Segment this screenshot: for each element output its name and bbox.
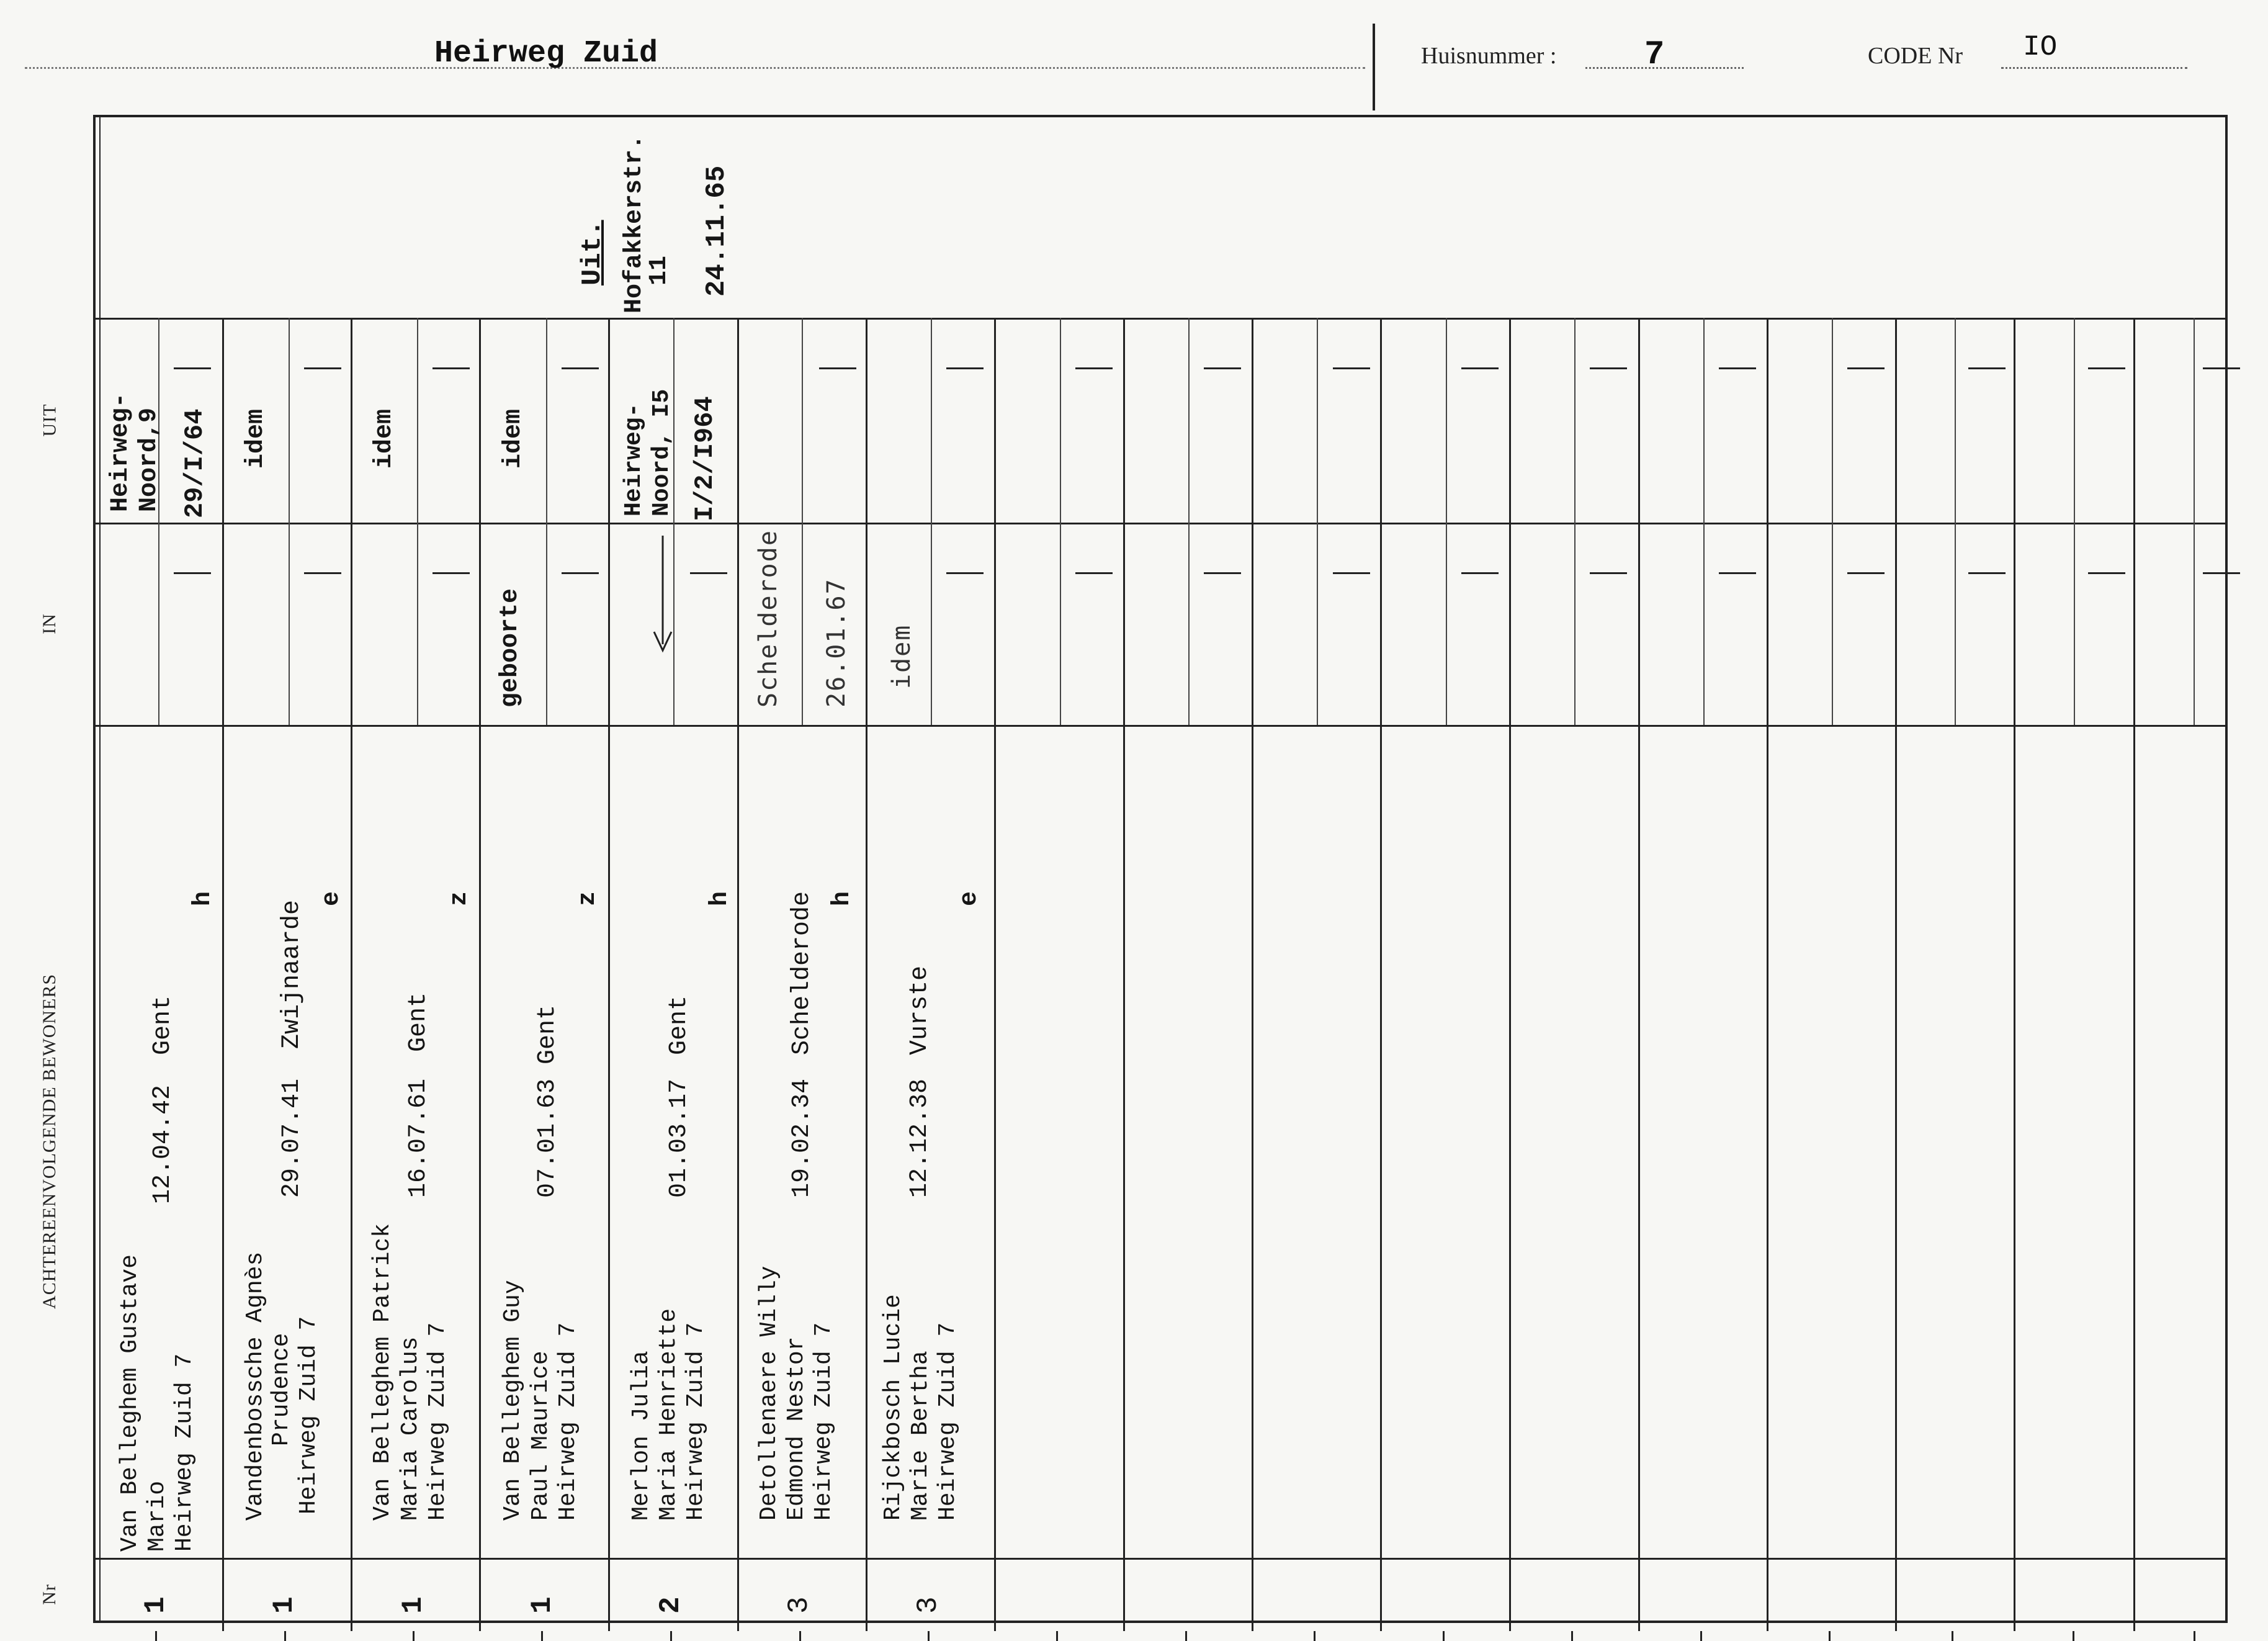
resident-name: Van Belleghem Gustave xyxy=(117,1254,143,1552)
street-name: Heirweg Zuid xyxy=(434,36,658,71)
bottom-tick xyxy=(541,1631,543,1641)
cell-dash xyxy=(946,572,984,574)
sub-line-16 xyxy=(2074,318,2075,725)
uit-3: idem xyxy=(370,408,398,469)
resident-birth-place: Gent xyxy=(534,1004,562,1064)
form-header xyxy=(0,0,2268,115)
bottom-tick xyxy=(1056,1631,1058,1641)
uit-2: idem xyxy=(242,408,270,469)
resident-birth-date: 01.03.17 xyxy=(665,1078,693,1198)
top-note-date: 24.11.65 xyxy=(701,165,732,297)
bottom-tick xyxy=(1443,1631,1445,1641)
cell-dash xyxy=(1719,572,1756,574)
resident-address: Heirweg Zuid 7 xyxy=(683,1322,709,1521)
row-label-nr: Nr xyxy=(39,1584,60,1605)
sub-line-7 xyxy=(931,318,932,725)
resident-status: e xyxy=(956,891,984,906)
cell-dash xyxy=(562,367,599,369)
resident-status: h xyxy=(828,891,856,906)
resident-nr: 3 xyxy=(912,1596,944,1614)
resident-birth-date: 12.12.38 xyxy=(906,1078,934,1198)
street-underline xyxy=(25,67,1365,69)
cell-dash xyxy=(1590,572,1627,574)
code-label: CODE Nr xyxy=(1868,43,1963,69)
resident-name: Van Belleghem Patrick xyxy=(369,1223,396,1521)
cell-dash xyxy=(1847,572,1885,574)
cell-dash xyxy=(1968,572,2006,574)
resident-birth-date: 07.01.63 xyxy=(534,1078,562,1198)
resident-birth-place: Gent xyxy=(405,992,433,1052)
in-4-geboorte: geboorte xyxy=(496,588,524,708)
bottom-tick xyxy=(1700,1631,1702,1641)
code-value: IO xyxy=(2023,31,2058,63)
resident-status: h xyxy=(189,891,217,906)
resident-address: Heirweg Zuid 7 xyxy=(810,1322,837,1521)
uit-1-line1: Heirweg- xyxy=(107,392,135,512)
col-line-2 xyxy=(351,318,352,1631)
col-line-5 xyxy=(737,318,739,1631)
resident-birth-place: Schelderode xyxy=(788,891,816,1055)
frame-inner-left xyxy=(99,115,101,1623)
header-separator xyxy=(1373,24,1375,110)
bottom-tick xyxy=(2073,1631,2074,1641)
in-6-place: Schelderode xyxy=(754,529,782,708)
col-line-3 xyxy=(479,318,481,1631)
resident-name: Rijckbosch Lucie xyxy=(880,1294,907,1521)
sub-line-2 xyxy=(289,318,290,725)
resident-birth-date: 29.07.41 xyxy=(278,1078,306,1198)
resident-given-names: Marie Bertha xyxy=(907,1351,934,1521)
uit-1-line2: Noord,9 xyxy=(135,407,163,512)
col-line-8 xyxy=(1123,318,1125,1631)
row-label-bewoners: ACHTEREENVOLGENDE BEWONERS xyxy=(39,973,60,1310)
uit-5-line2: Noord, I5 xyxy=(648,389,675,516)
cell-dash xyxy=(1075,367,1113,369)
in-6-date: 26.01.67 xyxy=(822,578,851,708)
sub-line-10 xyxy=(1317,318,1318,725)
cell-dash xyxy=(1075,572,1113,574)
resident-nr: 2 xyxy=(655,1596,687,1614)
cell-dash xyxy=(1461,367,1499,369)
sub-line-11 xyxy=(1446,318,1447,725)
cell-dash xyxy=(304,572,341,574)
sub-line-6 xyxy=(802,318,803,725)
bottom-tick xyxy=(413,1631,415,1641)
resident-name: Detollenaere Willy xyxy=(756,1266,782,1521)
resident-address: Heirweg Zuid 7 xyxy=(171,1353,198,1552)
top-note-title: Uit. xyxy=(577,220,608,285)
resident-birth-place: Gent xyxy=(149,995,177,1055)
cell-dash xyxy=(304,367,341,369)
huisnummer-label: Huisnummer : xyxy=(1421,43,1557,69)
sub-line-9 xyxy=(1188,318,1190,725)
uit-4: idem xyxy=(500,408,527,469)
resident-given-names: Paul Maurice xyxy=(527,1351,554,1521)
cell-dash xyxy=(1204,367,1241,369)
row-label-uit: UIT xyxy=(38,403,60,437)
sub-line-5 xyxy=(673,318,675,725)
resident-address: Heirweg Zuid 7 xyxy=(935,1322,961,1521)
resident-status: z xyxy=(446,891,473,906)
cell-dash xyxy=(2088,367,2125,369)
band-sep-top-uit xyxy=(93,318,2228,320)
col-line-12 xyxy=(1638,318,1640,1631)
sub-line-13 xyxy=(1703,318,1705,725)
band-sep-uit-in xyxy=(93,523,2228,524)
col-line-6 xyxy=(866,318,867,1631)
cell-dash xyxy=(2203,572,2240,574)
bottom-tick xyxy=(1314,1631,1316,1641)
resident-status: h xyxy=(706,891,734,906)
top-note-street: Hofakkerstr. xyxy=(621,134,648,313)
bottom-tick xyxy=(928,1631,930,1641)
col-line-16 xyxy=(2133,318,2135,1631)
cell-dash xyxy=(562,572,599,574)
resident-birth-place: Gent xyxy=(665,995,693,1055)
resident-status: e xyxy=(318,891,346,906)
sub-line-1 xyxy=(158,318,159,725)
bottom-tick xyxy=(799,1631,801,1641)
bottom-tick xyxy=(2194,1631,2195,1641)
col-line-1 xyxy=(222,318,224,1631)
sub-line-8 xyxy=(1060,318,1061,725)
cell-dash xyxy=(1461,572,1499,574)
cell-dash xyxy=(2088,572,2125,574)
resident-address: Heirweg Zuid 7 xyxy=(295,1316,322,1514)
sub-line-15 xyxy=(1955,318,1956,725)
col-line-4 xyxy=(608,318,610,1631)
sub-line-4 xyxy=(546,318,547,725)
resident-name: Merlon Julia xyxy=(628,1351,655,1521)
band-sep-in-bewoners xyxy=(93,725,2228,727)
bottom-tick xyxy=(1571,1631,1573,1641)
cell-dash xyxy=(946,367,984,369)
cell-dash xyxy=(1968,367,2006,369)
arrow-down-icon xyxy=(650,533,675,657)
band-sep-bewoners-nr xyxy=(93,1558,2228,1560)
resident-birth-date: 12.04.42 xyxy=(149,1084,177,1204)
col-line-7 xyxy=(994,318,996,1631)
cell-dash xyxy=(1719,367,1756,369)
code-dots xyxy=(2001,67,2187,69)
sub-line-3 xyxy=(417,318,418,725)
cell-dash xyxy=(174,367,211,369)
sub-line-17 xyxy=(2194,318,2195,725)
cell-dash xyxy=(174,572,211,574)
uit-5-line3: I/2/I964 xyxy=(690,396,720,521)
row-label-in: IN xyxy=(39,613,60,634)
resident-nr: 1 xyxy=(140,1596,172,1614)
col-line-14 xyxy=(1895,318,1897,1631)
bottom-tick xyxy=(1829,1631,1831,1641)
col-line-9 xyxy=(1252,318,1253,1631)
top-note-number: 11 xyxy=(645,255,673,285)
resident-birth-date: 16.07.61 xyxy=(405,1078,433,1198)
resident-status: z xyxy=(574,891,602,906)
bottom-tick xyxy=(670,1631,672,1641)
col-line-15 xyxy=(2014,318,2015,1631)
col-line-10 xyxy=(1380,318,1382,1631)
uit-1-line3: 29/I/64 xyxy=(180,408,210,518)
cell-dash xyxy=(433,572,470,574)
cell-dash xyxy=(819,367,856,369)
resident-birth-place: Vurste xyxy=(906,965,934,1055)
in-7-idem: idem xyxy=(887,624,916,689)
resident-nr: 1 xyxy=(397,1596,429,1614)
col-line-13 xyxy=(1767,318,1768,1631)
bottom-tick xyxy=(284,1631,286,1641)
resident-nr: 1 xyxy=(526,1596,558,1614)
cell-dash xyxy=(1590,367,1627,369)
resident-given-names: Mario xyxy=(144,1480,171,1552)
cell-dash xyxy=(690,572,727,574)
huisnummer-value: 7 xyxy=(1644,36,1665,74)
cell-dash xyxy=(1847,367,1885,369)
cell-dash xyxy=(1204,572,1241,574)
bottom-tick xyxy=(1952,1631,1953,1641)
cell-dash xyxy=(1333,367,1370,369)
resident-nr: 1 xyxy=(268,1596,300,1614)
cell-dash xyxy=(1333,572,1370,574)
col-line-11 xyxy=(1509,318,1511,1631)
resident-birth-place: Zwijnaarde xyxy=(278,899,306,1049)
resident-given-names: Edmond Nestor xyxy=(783,1336,810,1521)
uit-5-line1: Heirweg- xyxy=(621,403,647,516)
bottom-tick xyxy=(1185,1631,1187,1641)
cell-dash xyxy=(2203,367,2240,369)
resident-address: Heirweg Zuid 7 xyxy=(424,1322,451,1521)
resident-name: Van Belleghem Guy xyxy=(500,1280,526,1521)
resident-given-names: Maria Carolus xyxy=(397,1336,424,1521)
cell-dash xyxy=(433,367,470,369)
resident-given-names: Maria Henriette xyxy=(655,1308,682,1521)
huisnummer-dots xyxy=(1585,67,1744,69)
resident-birth-date: 19.02.34 xyxy=(788,1078,816,1198)
bottom-tick xyxy=(155,1631,157,1641)
resident-name: Vandenbossche Agnès xyxy=(242,1251,269,1521)
resident-given-names: Prudence xyxy=(268,1333,295,1446)
sub-line-12 xyxy=(1574,318,1575,725)
sub-line-14 xyxy=(1832,318,1833,725)
resident-address: Heirweg Zuid 7 xyxy=(555,1322,581,1521)
resident-nr: 3 xyxy=(783,1596,815,1614)
